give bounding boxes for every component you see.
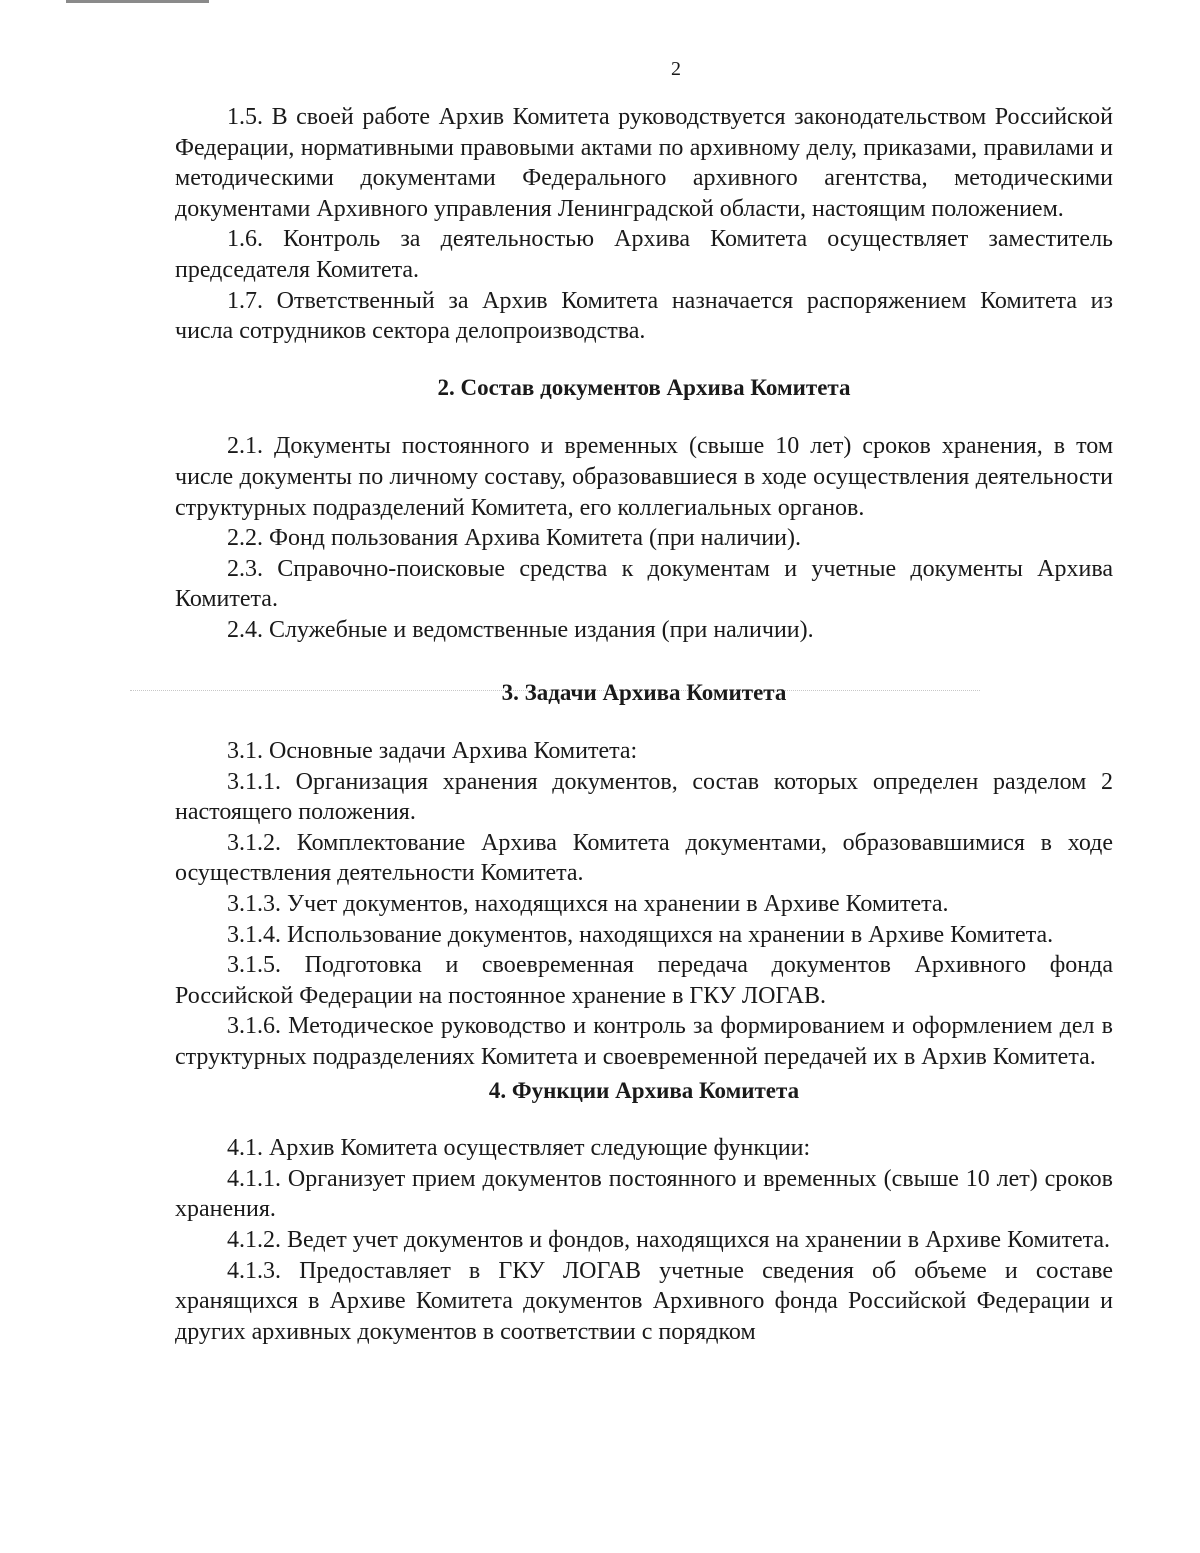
paragraph-2-3: 2.3. Справочно-поисковые средства к документам и учетные документы Архива Комитета.	[175, 555, 1113, 613]
paragraph-2-4: 2.4. Служебные и ведомственные издания (при наличии).	[227, 616, 814, 643]
paragraph-4-1: 4.1. Архив Комитета осуществляет следующие функции:	[227, 1135, 811, 1162]
section-heading-2: 2. Состав документов Архива Комитета	[437, 374, 851, 400]
paragraph-3-1-6: 3.1.6. Методическое руководство и контроль за формированием и оформлением дел в структурных подразделениях Комитета и своевременной передачей их в Архив Комитета.	[175, 1013, 1113, 1071]
paragraph-1-7: 1.7. Ответственный за Архив Комитета назначается распоряжением Комитета из числа сотрудников сектора делопроизводства.	[175, 287, 1113, 345]
section-heading-3: 3. Задачи Архива Комитета	[501, 679, 787, 705]
paragraph-3-1-3: 3.1.3. Учет документов, находящихся на хранении в Архиве Комитета.	[227, 891, 949, 918]
paragraph-4-1-3: 4.1.3. Предоставляет в ГКУ ЛОГАВ учетные сведения об объеме и составе хранящихся в Архиве Комитета документов Архивного фонда Российской Федерации и других архивных документов в соответствии с порядком	[175, 1257, 1113, 1345]
section-heading-4: 4. Функции Архива Комитета	[488, 1077, 800, 1103]
scan-top-line	[66, 0, 209, 3]
paragraph-1-5: 1.5. В своей работе Архив Комитета руководствуется законодательством Российской Федерации, нормативными правовыми актами по архивному делу, приказами, правилами и методическими документами Федерального архивного агентства, методическими документами Архивного управления Ленинградской области, настоящим положением.	[175, 104, 1113, 222]
paragraph-2-2: 2.2. Фонд пользования Архива Комитета (при наличии).	[227, 525, 801, 552]
paragraph-1-6: 1.6. Контроль за деятельностью Архива Комитета осуществляет заместитель председателя Комитета.	[175, 226, 1113, 283]
paragraph-3-1: 3.1. Основные задачи Архива Комитета:	[227, 738, 638, 765]
paragraph-2-1: 2.1. Документы постоянного и временных (свыше 10 лет) сроков хранения, в том числе документы по личному составу, образовавшиеся в ходе осуществления деятельности структурных подразделений Комитета, его коллегиальных органов.	[175, 433, 1113, 521]
paragraph-3-1-2: 3.1.2. Комплектование Архива Комитета документами, образовавшимися в ходе осуществления деятельности Комитета.	[175, 829, 1113, 887]
paragraph-4-1-2: 4.1.2. Ведет учет документов и фондов, находящихся на хранении в Архиве Комитета.	[227, 1227, 1111, 1253]
paragraph-4-1-1: 4.1.1. Организует прием документов постоянного и временных (свыше 10 лет) сроков хранения.	[175, 1165, 1113, 1223]
paragraph-3-1-5: 3.1.5. Подготовка и своевременная передача документов Архивного фонда Российской Федерации на постоянное хранение в ГКУ ЛОГАВ.	[175, 952, 1113, 1009]
document-body	[175, 102, 1113, 1347]
paragraph-3-1-1: 3.1.1. Организация хранения документов, состав которых определен разделом 2 настоящего положения.	[175, 768, 1113, 826]
paragraph-3-1-4: 3.1.4. Использование документов, находящихся на хранении в Архиве Комитета.	[227, 921, 1054, 948]
page-number: 2	[671, 58, 681, 80]
